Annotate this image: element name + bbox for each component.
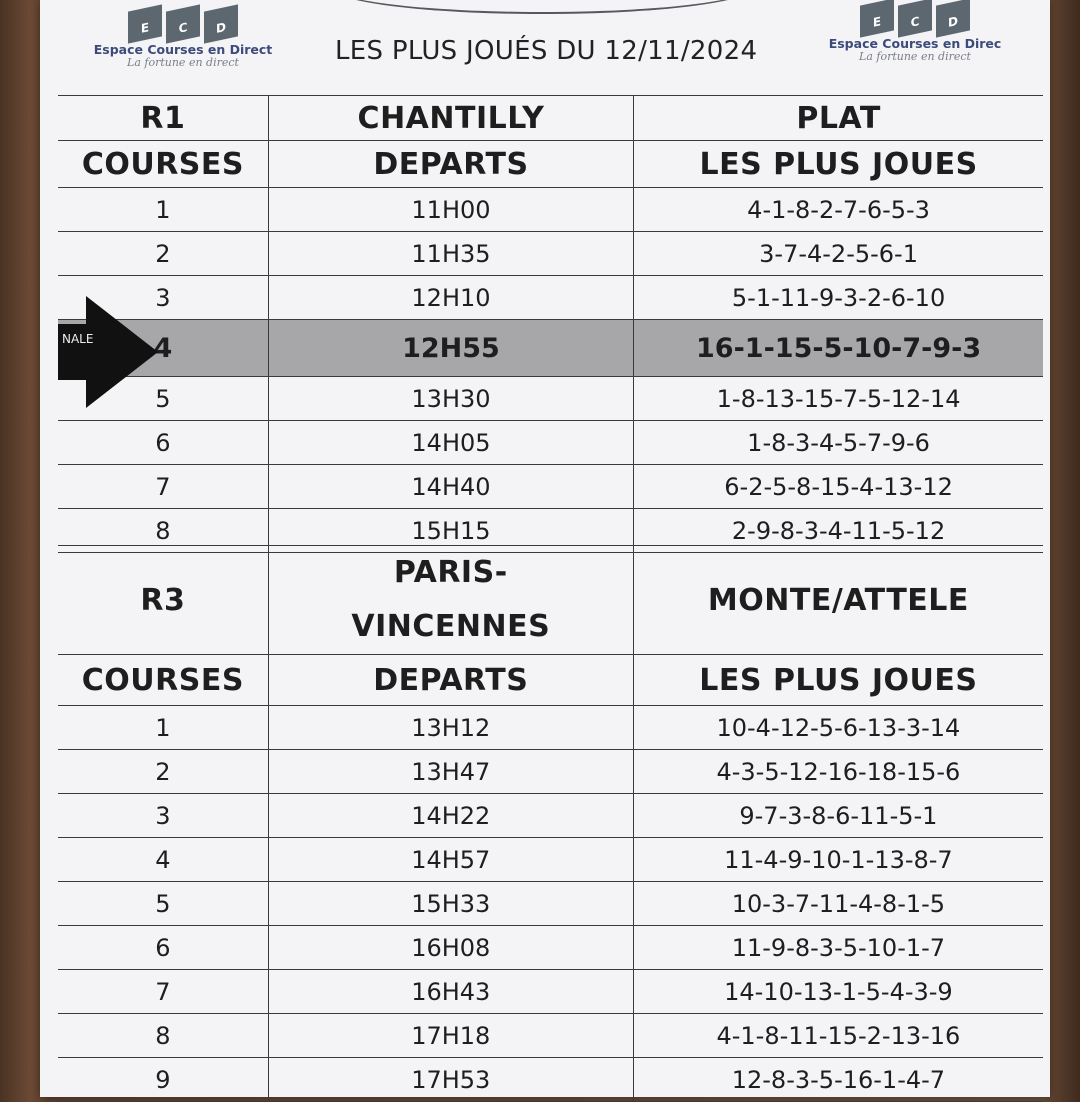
arrow-marker-icon xyxy=(58,296,198,408)
col-header-courses: COURSES xyxy=(58,655,268,706)
depart-time: 11H35 xyxy=(268,232,633,276)
most-played: 1-8-13-15-7-5-12-14 xyxy=(634,377,1043,421)
logo-letter: D xyxy=(936,0,970,38)
venue-label: CHANTILLY xyxy=(268,96,633,141)
highlighted-row xyxy=(58,320,1043,377)
most-played: 4-1-8-2-7-6-5-3 xyxy=(634,188,1043,232)
logo-name: Espace Courses en Direct xyxy=(93,42,273,57)
logo-letter: E xyxy=(860,0,894,38)
course-number: 5 xyxy=(58,882,268,926)
most-played: 5-1-11-9-3-2-6-10 xyxy=(634,276,1043,320)
depart-time: 14H22 xyxy=(268,794,633,838)
course-number: 1 xyxy=(58,706,268,750)
depart-time: 11H00 xyxy=(268,188,633,232)
venue-line-1: PARIS- xyxy=(393,555,508,590)
depart-time: 13H30 xyxy=(268,377,633,421)
most-played: 10-4-12-5-6-13-3-14 xyxy=(633,706,1043,750)
depart-time: 14H57 xyxy=(268,838,633,882)
course-number: 4 xyxy=(58,320,268,377)
col-header-picks: LES PLUS JOUES xyxy=(634,141,1043,188)
table-row xyxy=(58,377,1043,421)
course-number: 1 xyxy=(58,188,268,232)
arrow-shape xyxy=(58,296,198,408)
most-played: 16-1-15-5-10-7-9-3 xyxy=(634,320,1043,377)
table-row xyxy=(58,970,1043,1014)
course-number: 7 xyxy=(58,970,268,1014)
course-number: 5 xyxy=(58,377,268,421)
logo-letter: C xyxy=(166,4,200,43)
course-number: 6 xyxy=(58,926,268,970)
course-number: 3 xyxy=(58,276,268,320)
depart-time: 17H18 xyxy=(268,1014,633,1058)
course-number: 9 xyxy=(58,1058,268,1102)
r3-table xyxy=(58,545,1043,1102)
venue-label xyxy=(268,546,633,655)
depart-time: 14H05 xyxy=(268,421,633,465)
most-played: 11-4-9-10-1-13-8-7 xyxy=(633,838,1043,882)
ecd-logo-mark xyxy=(68,0,298,40)
logo-tagline: La fortune en direct xyxy=(127,56,239,69)
depart-time: 12H55 xyxy=(268,320,633,377)
table-row xyxy=(58,794,1043,838)
most-played: 4-1-8-11-15-2-13-16 xyxy=(633,1014,1043,1058)
r1-column-headers xyxy=(58,141,1043,188)
header-arc-decoration xyxy=(330,0,754,14)
course-number: 8 xyxy=(58,1014,268,1058)
table-row xyxy=(58,926,1043,970)
table-row xyxy=(58,232,1043,276)
most-played: 9-7-3-8-6-11-5-1 xyxy=(633,794,1043,838)
logo-letter: E xyxy=(128,4,162,43)
most-played: 12-8-3-5-16-1-4-7 xyxy=(633,1058,1043,1102)
table-row xyxy=(58,421,1043,465)
meeting-label: R3 xyxy=(58,546,268,655)
logo-letter: D xyxy=(204,4,238,43)
course-number: 8 xyxy=(58,509,268,553)
table-row xyxy=(58,276,1043,320)
table-row xyxy=(58,1014,1043,1058)
depart-time: 15H15 xyxy=(268,509,633,553)
r1-table xyxy=(58,95,1043,553)
course-number: 2 xyxy=(58,232,268,276)
r1-header-row xyxy=(58,96,1043,141)
most-played: 10-3-7-11-4-8-1-5 xyxy=(633,882,1043,926)
printed-sheet xyxy=(40,0,1050,1097)
discipline-label: PLAT xyxy=(634,96,1043,141)
arrow-label: NALE xyxy=(62,332,94,346)
depart-time: 16H43 xyxy=(268,970,633,1014)
course-number: 6 xyxy=(58,421,268,465)
table-row xyxy=(58,750,1043,794)
table-row xyxy=(58,188,1043,232)
table-row xyxy=(58,838,1043,882)
depart-time: 12H10 xyxy=(268,276,633,320)
depart-time: 13H47 xyxy=(268,750,633,794)
meeting-label: R1 xyxy=(58,96,268,141)
course-number: 3 xyxy=(58,794,268,838)
most-played: 2-9-8-3-4-11-5-12 xyxy=(634,509,1043,553)
discipline-label: MONTE/ATTELE xyxy=(633,546,1043,655)
venue-line-2: VINCENNES xyxy=(351,609,551,644)
most-played: 3-7-4-2-5-6-1 xyxy=(634,232,1043,276)
col-header-picks: LES PLUS JOUES xyxy=(633,655,1043,706)
logo-left xyxy=(68,0,298,69)
depart-time: 16H08 xyxy=(268,926,633,970)
course-number: 7 xyxy=(58,465,268,509)
table-row xyxy=(58,1058,1043,1102)
most-played: 1-8-3-4-5-7-9-6 xyxy=(634,421,1043,465)
r3-column-headers xyxy=(58,655,1043,706)
table-row xyxy=(58,706,1043,750)
logo-letter: C xyxy=(898,0,932,38)
r3-header-row xyxy=(58,546,1043,655)
table-row xyxy=(58,465,1043,509)
most-played: 14-10-13-1-5-4-3-9 xyxy=(633,970,1043,1014)
ecd-logo-mark xyxy=(795,0,1035,34)
logo-tagline: La fortune en direct xyxy=(859,50,971,63)
course-number: 4 xyxy=(58,838,268,882)
page-title: LES PLUS JOUÉS DU 12/11/2024 xyxy=(335,36,758,66)
depart-time: 17H53 xyxy=(268,1058,633,1102)
col-header-departs: DEPARTS xyxy=(268,141,633,188)
depart-time: 14H40 xyxy=(268,465,633,509)
table-row xyxy=(58,882,1043,926)
most-played: 11-9-8-3-5-10-1-7 xyxy=(633,926,1043,970)
most-played: 4-3-5-12-16-18-15-6 xyxy=(633,750,1043,794)
col-header-departs: DEPARTS xyxy=(268,655,633,706)
col-header-courses: COURSES xyxy=(58,141,268,188)
depart-time: 15H33 xyxy=(268,882,633,926)
depart-time: 13H12 xyxy=(268,706,633,750)
logo-right xyxy=(795,0,1035,63)
most-played: 6-2-5-8-15-4-13-12 xyxy=(634,465,1043,509)
logo-name: Espace Courses en Direc xyxy=(828,36,1002,51)
course-number: 2 xyxy=(58,750,268,794)
